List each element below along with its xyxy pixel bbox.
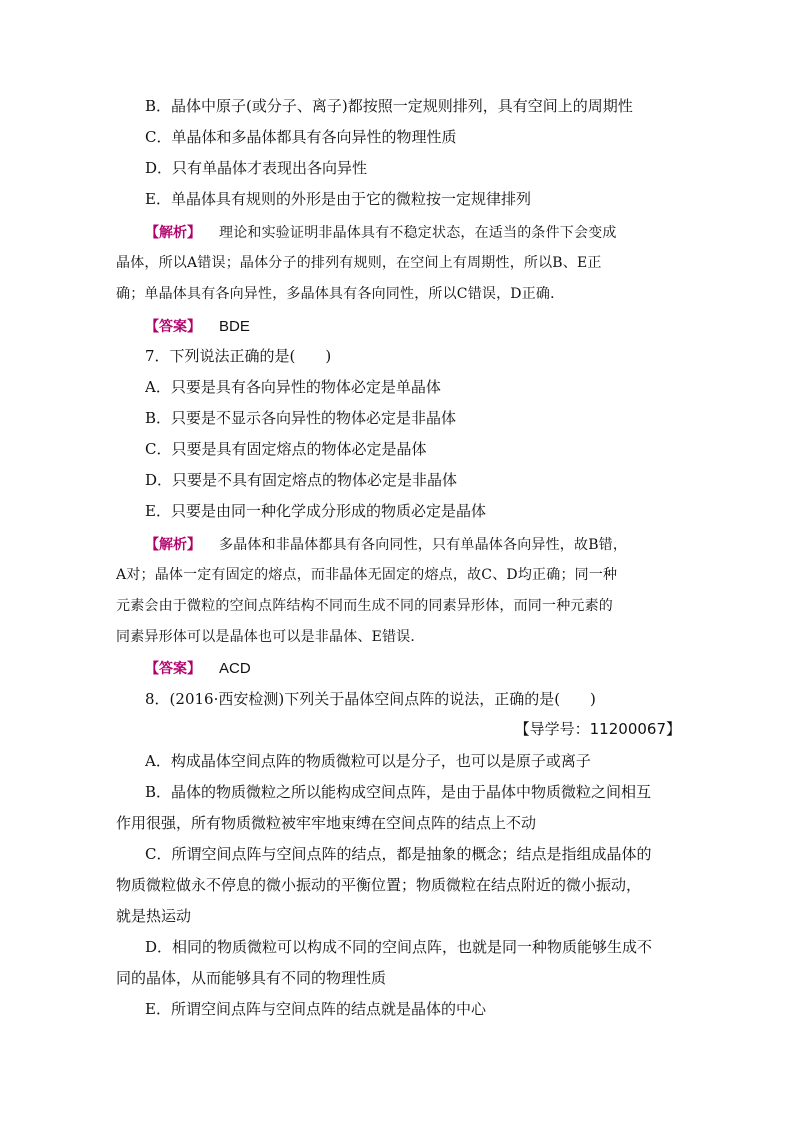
q8-option-c-line-3: 就是热运动 [116, 907, 192, 925]
q6-option-d: D．只有单晶体才表现出各向异性 [145, 159, 368, 177]
q8-option-d-line-1: D．相同的物质微粒可以构成不同的空间点阵，也就是同一种物质能够生成不 [145, 938, 653, 956]
q8-option-a: A．构成晶体空间点阵的物质微粒可以是分子，也可以是原子或离子 [145, 752, 591, 770]
q6-option-b: B．晶体中原子(或分子、离子)都按照一定规则排列，具有空间上的周期性 [145, 97, 633, 115]
q7-option-e: E．只要是由同一种化学成分形成的物质必定是晶体 [145, 502, 486, 520]
q7-answer-line [145, 657, 251, 680]
q7-analysis-text-2: A对；晶体一定有固定的熔点，而非晶体无固定的熔点，故C、D均正确；同一种 [116, 567, 618, 583]
q7-option-a: A．只要是具有各向异性的物体必定是单晶体 [145, 378, 441, 396]
q7-analysis-text-3: 元素会由于微粒的空间点阵结构不同而生成不同的同素异形体，而同一种元素的 [116, 598, 613, 614]
q6-analysis-text-1: 理论和实验证明非晶体具有不稳定状态，在适当的条件下会变成 [219, 225, 617, 241]
q8-option-d-line-2: 同的晶体，从而能够具有不同的物理性质 [116, 969, 387, 987]
q8-guide-number: 【导学号：11200067】 [514, 720, 681, 738]
q7-option-c: C．只要是具有固定熔点的物体必定是晶体 [145, 440, 427, 458]
q7-analysis-text-4: 同素异形体可以是晶体也可以是非晶体、E错误． [116, 629, 425, 645]
q8-option-c-line-2: 物质微粒做永不停息的微小振动的平衡位置；物质微粒在结点附近的微小振动， [116, 876, 642, 894]
q6-answer-line [145, 315, 250, 338]
q6-analysis-text-2: 晶体，所以A错误；晶体分子的排列有规则，在空间上有周期性，所以B、E正 [116, 255, 602, 271]
q8-option-b-line-2: 作用很强，所有物质微粒被牢牢地束缚在空间点阵的结点上不动 [116, 814, 537, 832]
q6-answer-value: BDE [219, 318, 250, 335]
q6-option-e: E．单晶体具有规则的外形是由于它的微粒按一定规律排列 [145, 190, 531, 208]
q8-option-c-line-1: C．所谓空间点阵与空间点阵的结点，都是抽象的概念；结点是指组成晶体的 [145, 845, 652, 863]
q6-analysis-label: 【解析】 [145, 225, 201, 241]
q7-option-d: D．只要是不具有固定熔点的物体必定是非晶体 [145, 471, 458, 489]
q7-option-b: B．只要是不显示各向异性的物体必定是非晶体 [145, 409, 457, 427]
q6-option-c: C．单晶体和多晶体都具有各向异性的物理性质 [145, 128, 457, 146]
q7-answer-value: ACD [219, 660, 251, 677]
q6-answer-label: 【答案】 [145, 319, 201, 335]
q7-stem: 7．下列说法正确的是( ) [145, 347, 332, 365]
q7-analysis-text-1: 多晶体和非晶体都具有各向同性，只有单晶体各向异性，故B错， [219, 537, 628, 553]
q7-analysis-label: 【解析】 [145, 537, 201, 553]
q8-option-e: E．所谓空间点阵与空间点阵的结点就是晶体的中心 [145, 1000, 486, 1018]
q7-answer-label: 【答案】 [145, 661, 201, 677]
q8-stem: 8．(2016·西安检测)下列关于晶体空间点阵的说法，正确的是( ) [145, 690, 596, 708]
q8-option-b-line-1: B．晶体的物质微粒之所以能构成空间点阵，是由于晶体中物质微粒之间相互 [145, 783, 652, 801]
q6-analysis-first-line [145, 221, 617, 244]
q7-analysis-first-line [145, 533, 627, 556]
q6-analysis-text-3: 确；单晶体具有各向异性，多晶体具有各向同性，所以C错误，D正确． [116, 286, 565, 302]
